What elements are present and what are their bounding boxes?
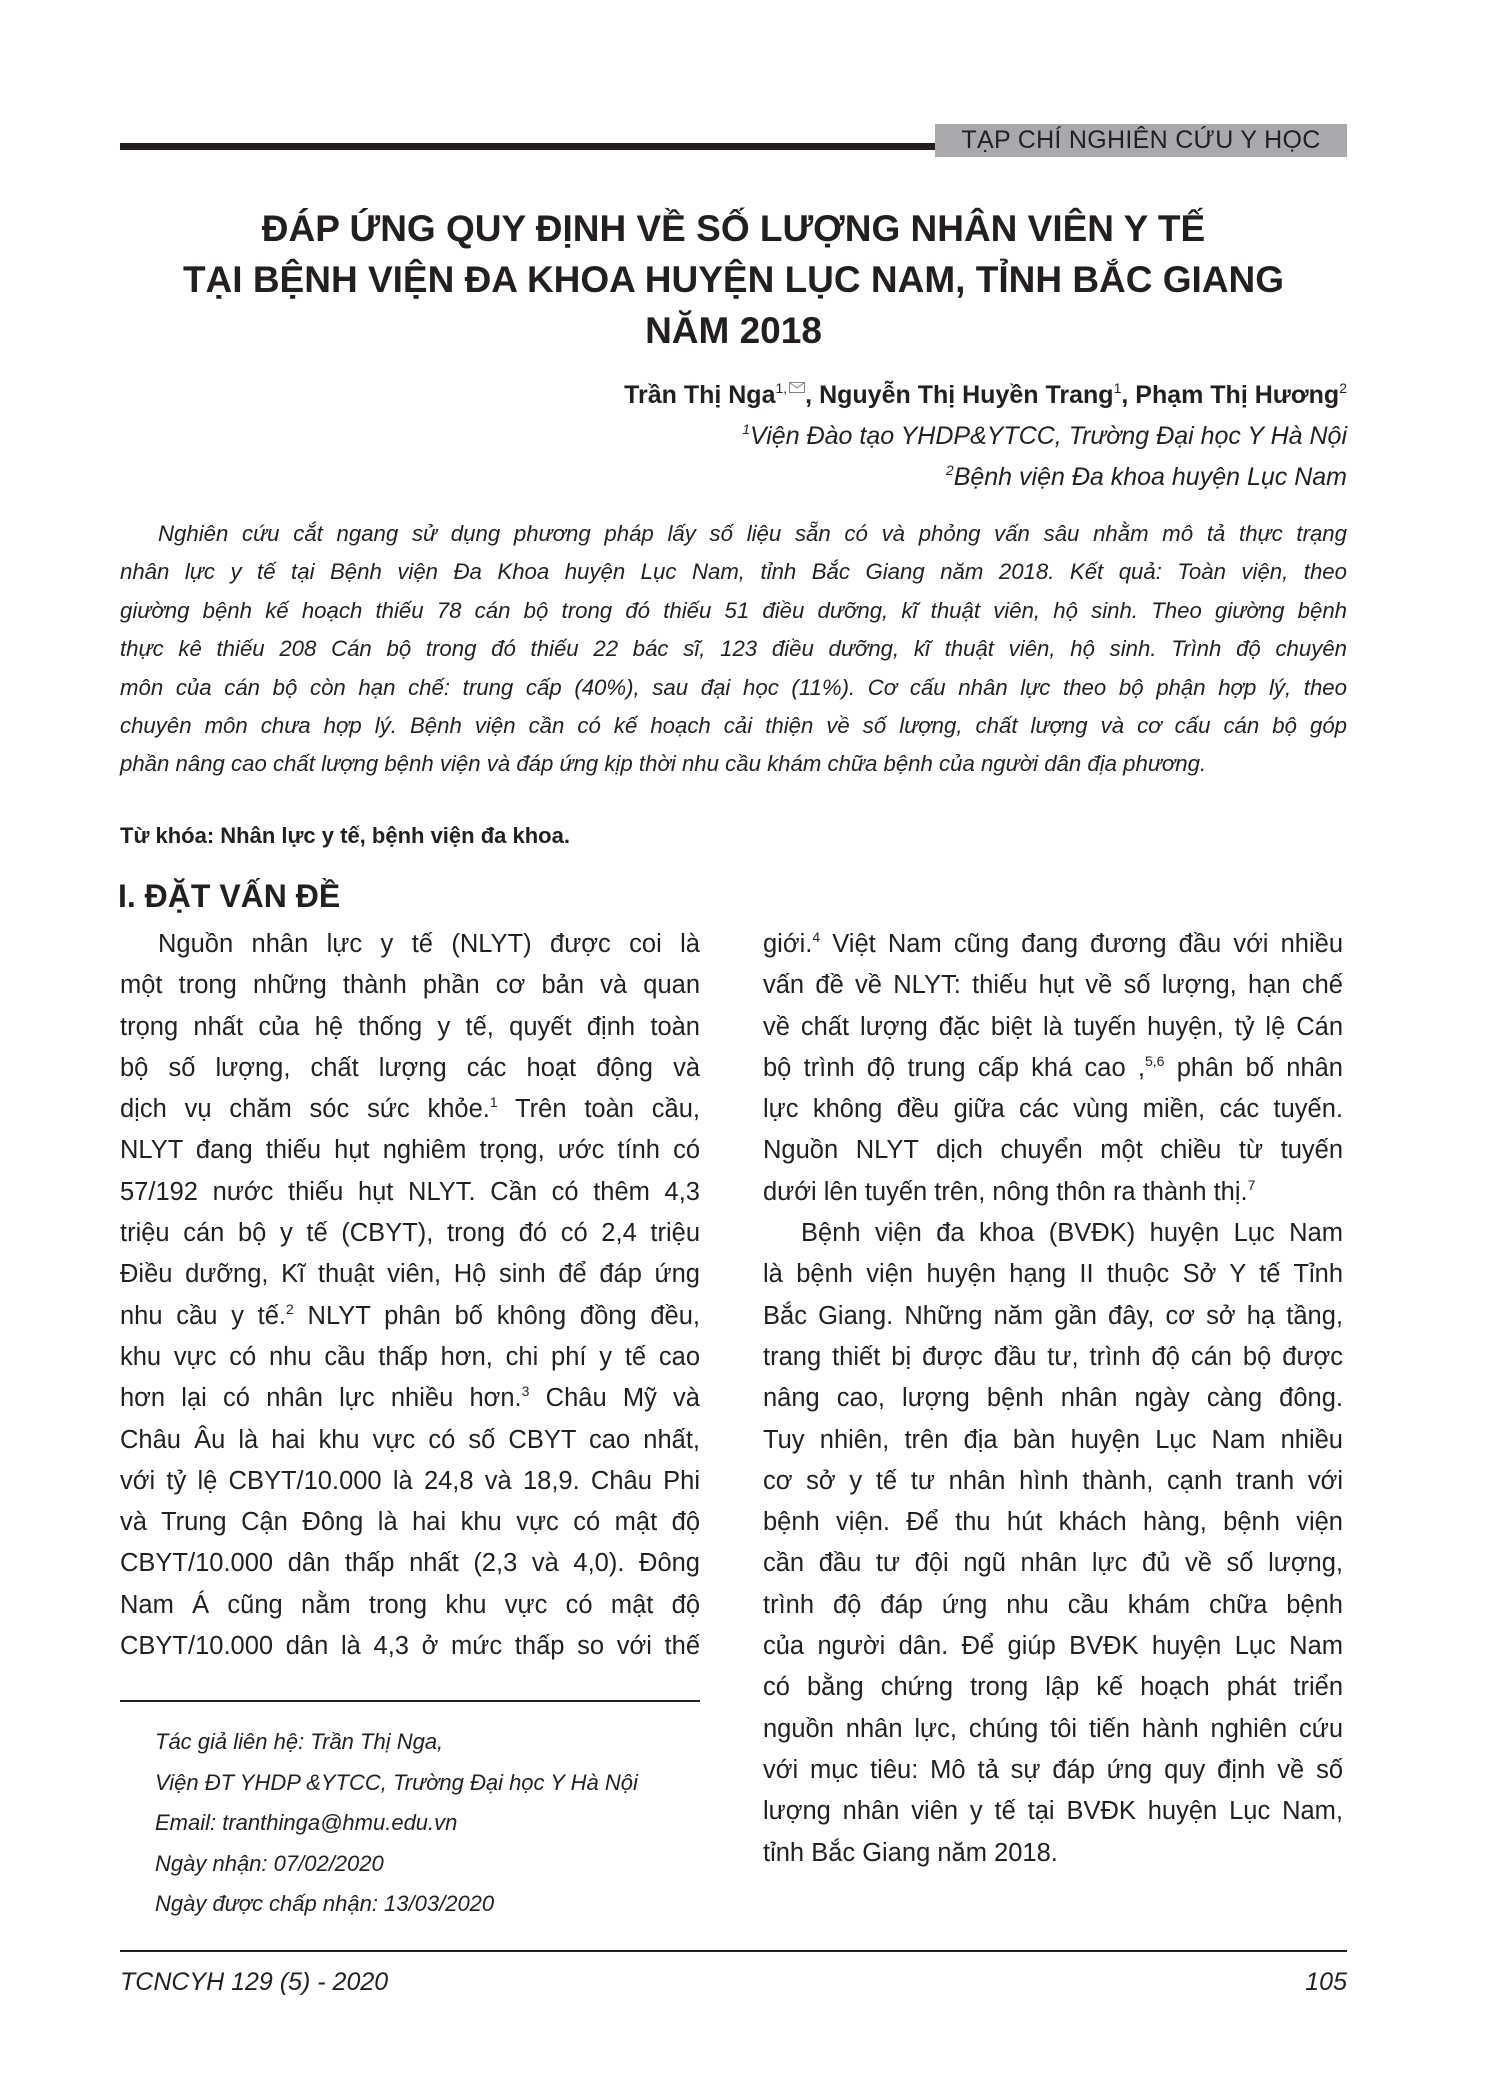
body-line: và Trung Cận Đông là hai khu vực có mật độ <box>120 1508 700 1537</box>
header-rule <box>120 143 935 150</box>
affiliation-sup: 1 <box>742 421 751 437</box>
body-line <box>763 1172 1343 1213</box>
body-column-left <box>120 924 700 1667</box>
abstract-line: môn của cán bộ còn hạn chế: trung cấp (40%), sau đại học (11%). Cơ cấu nhân lực theo bộ phận hợp lý, theo <box>120 674 1347 700</box>
body-line: của người dân. Để giúp BVĐK huyện Lục Nam <box>763 1632 1343 1661</box>
body-text: hơn lại có nhân lực nhiều hơn. <box>120 1384 522 1413</box>
author-affil-sup: 1, <box>775 380 788 396</box>
affiliation <box>946 462 1347 492</box>
abstract-line: giường bệnh kế hoạch thiếu 78 cán bộ trong đó thiếu 51 điều dưỡng, kĩ thuật viên, hộ sinh. Theo giường bệnh <box>120 597 1347 623</box>
body-line: Bắc Giang. Những năm gần đây, cơ sở hạ tầng, <box>763 1301 1343 1330</box>
body-line: trang thiết bị được đầu tư, trình độ cán bộ được <box>763 1342 1343 1371</box>
article-title <box>120 203 1347 356</box>
footnote-line: Tác giả liên hệ: Trần Thị Nga, <box>155 1729 444 1754</box>
body-text: Việt Nam cũng đang đương đầu với nhiều <box>820 930 1343 958</box>
body-line: khu vực có nhu cầu thấp hơn, chi phí y tế cao <box>120 1342 700 1371</box>
body-line: bệnh viện. Để thu hút khách hàng, bệnh viện <box>763 1508 1343 1537</box>
body-line: là bệnh viện huyện hạng II thuộc Sở Y tế Tỉnh <box>763 1260 1343 1289</box>
page-number: 105 <box>1305 1968 1347 1996</box>
body-text: Châu Mỹ và <box>529 1384 700 1413</box>
affiliation-text: Viện Đào tạo YHDP&YTCC, Trường Đại học Y Hà Nội <box>750 422 1347 450</box>
title-line: TẠI BỆNH VIỆN ĐA KHOA HUYỆN LỤC NAM, TỈNH BẮC GIANG <box>182 259 1285 300</box>
body-line: vấn đề về NLYT: thiếu hụt về số lượng, hạn chế <box>763 971 1343 1000</box>
body-line: trình độ đáp ứng nhu cầu khám chữa bệnh <box>763 1590 1343 1619</box>
body-line <box>120 1296 700 1337</box>
body-line: CBYT/10.000 dân là 4,3 ở mức thấp so với thế <box>120 1632 700 1661</box>
body-line: CBYT/10.000 dân thấp nhất (2,3 và 4,0). Đông <box>120 1549 700 1578</box>
body-line: Nguồn nhân lực y tế (NLYT) được coi là <box>158 930 700 958</box>
body-line: với tỷ lệ CBYT/10.000 là 24,8 và 18,9. Châu Phi <box>120 1466 700 1495</box>
body-text: nhu cầu y tế. <box>120 1301 286 1330</box>
author-separator: , <box>1121 381 1136 409</box>
body-text: giới. <box>763 930 813 958</box>
author-name: Nguyễn Thị Huyền Trang <box>819 381 1114 409</box>
body-text: phân bố nhân <box>1164 1053 1343 1082</box>
body-line: bộ số lượng, chất lượng các hoạt động và <box>120 1053 700 1082</box>
citation-ref: 3 <box>521 1383 530 1400</box>
body-line: cơ sở y tế tư nhân hình thành, cạnh tranh với <box>763 1466 1343 1495</box>
abstract-line: chuyên môn chưa hợp lý. Bệnh viện cần có kế hoạch cải thiện về số lượng, chất lượng và cơ cấu cán bộ góp <box>120 713 1347 739</box>
body-line: cần đầu tư đội ngũ nhân lực đủ về số lượng, <box>763 1549 1343 1578</box>
abstract-line: thực kê thiếu 208 Cán bộ trong đó thiếu 22 bác sĩ, 123 điều dưỡng, kĩ thuật viên, hộ sinh. Trình độ chuyên <box>120 636 1347 662</box>
body-line: lượng nhân viên y tế tại BVĐK huyện Lục Nam, <box>763 1797 1343 1826</box>
author-separator: , <box>805 381 820 409</box>
affiliation-text: Bệnh viện Đa khoa huyện Lục Nam <box>953 463 1347 491</box>
abstract-line: nhân lực y tế tại Bệnh viện Đa Khoa huyện Lục Nam, tỉnh Bắc Giang năm 2018. Kết quả: Toàn viện, theo <box>120 559 1347 585</box>
body-line: với mục tiêu: Mô tả sự đáp ứng quy định về số <box>763 1755 1343 1784</box>
body-line: tỉnh Bắc Giang năm 2018. <box>763 1838 1058 1867</box>
body-line: Tuy nhiên, trên địa bàn huyện Lục Nam nhiều <box>763 1425 1343 1454</box>
abstract <box>120 515 1347 784</box>
footnote-email: Email: tranthinga@hmu.edu.vn <box>155 1810 458 1835</box>
citation-ref: 1 <box>489 1094 498 1111</box>
body-line: 57/192 nước thiếu hụt NLYT. Cần có thêm 4,3 <box>120 1177 700 1206</box>
body-line: Nguồn NLYT dịch chuyển một chiều từ tuyến <box>763 1136 1343 1165</box>
author-affil-sup: 2 <box>1339 380 1347 396</box>
body-line <box>763 1048 1343 1089</box>
section-heading: I. ĐẶT VẤN ĐỀ <box>118 878 341 914</box>
body-line: về chất lượng đặc biệt là tuyến huyện, tỷ lệ Cán <box>763 1012 1343 1041</box>
author-name: Phạm Thị Hương <box>1135 381 1340 409</box>
footnote-line: Ngày được chấp nhận: 13/03/2020 <box>155 1891 495 1916</box>
footer-journal-issue: TCNCYH 129 (5) - 2020 <box>120 1968 389 1996</box>
body-line: NLYT đang thiếu hụt nghiêm trọng, ước tính có <box>120 1136 700 1165</box>
body-column-right <box>763 924 1343 1874</box>
body-text: NLYT phân bố không đồng đều, <box>293 1301 701 1330</box>
body-line: Nam Á cũng nằm trong khu vực có mật độ <box>120 1590 700 1619</box>
citation-ref: 7 <box>1247 1176 1256 1193</box>
footer-rule <box>120 1950 1347 1952</box>
body-text: dịch vụ chăm sóc sức khỏe. <box>120 1095 490 1124</box>
body-text: dưới lên tuyến trên, nông thôn ra thành thị. <box>763 1177 1248 1206</box>
body-line: lực không đều giữa các vùng miền, các tuyến. <box>763 1095 1343 1124</box>
affiliation-sup: 2 <box>945 462 954 478</box>
abstract-line: Nghiên cứu cắt ngang sử dụng phương pháp lấy số liệu sẵn có và phỏng vấn sâu nhằm mô tả thực trạng <box>158 521 1347 546</box>
body-line <box>120 1378 700 1419</box>
body-line: Bệnh viện đa khoa (BVĐK) huyện Lục Nam <box>801 1219 1343 1248</box>
citation-ref: 2 <box>286 1300 294 1317</box>
abstract-line: phần nâng cao chất lượng bệnh viện và đáp ứng kịp thời nhu cầu khám chữa bệnh của người dân địa phương. <box>120 751 1207 777</box>
body-text: bộ trình độ trung cấp khá cao , <box>763 1053 1145 1082</box>
affiliation <box>742 421 1347 451</box>
body-line: Châu Âu là hai khu vực có số CBYT cao nhất, <box>120 1425 700 1454</box>
keywords: Từ khóa: Nhân lực y tế, bệnh viện đa khoa. <box>120 823 570 848</box>
body-line: triệu cán bộ y tế (CBYT), trong đó có 2,4 triệu <box>120 1219 700 1248</box>
body-line <box>120 1089 700 1130</box>
citation-ref: 4 <box>812 929 821 945</box>
title-line: NĂM 2018 <box>645 310 822 351</box>
envelope-icon <box>789 382 805 393</box>
title-line: ĐÁP ỨNG QUY ĐỊNH VỀ SỐ LƯỢNG NHÂN VIÊN Y TẾ <box>261 208 1206 249</box>
citation-ref: 5,6 <box>1144 1052 1165 1069</box>
body-line: nâng cao, lượng bệnh nhân ngày càng đông. <box>763 1384 1343 1413</box>
footnote-divider <box>120 1700 700 1702</box>
body-line: nguồn nhân lực, chúng tôi tiến hành nghiên cứu <box>763 1714 1343 1743</box>
author-affil-sup: 1 <box>1113 380 1122 396</box>
footnote-line: Ngày nhận: 07/02/2020 <box>155 1850 384 1876</box>
body-line: Điều dưỡng, Kĩ thuật viên, Hộ sinh để đáp ứng <box>120 1260 700 1289</box>
correspondence-footnote <box>155 1722 638 1925</box>
body-line: một trong những thành phần cơ bản và quan <box>120 971 700 1000</box>
author-list <box>624 380 1347 410</box>
body-line: trọng nhất của hệ thống y tế, quyết định toàn <box>120 1012 700 1041</box>
body-line: có bằng chứng trong lập kế hoạch phát triển <box>763 1673 1343 1702</box>
body-text: Trên toàn cầu, <box>497 1095 701 1124</box>
body-line <box>763 924 1343 965</box>
footnote-line: Viện ĐT YHDP &YTCC, Trường Đại học Y Hà Nội <box>155 1769 638 1795</box>
author-name: Trần Thị Nga <box>624 381 776 409</box>
journal-name: TẠP CHÍ NGHIÊN CỨU Y HỌC <box>935 124 1347 157</box>
